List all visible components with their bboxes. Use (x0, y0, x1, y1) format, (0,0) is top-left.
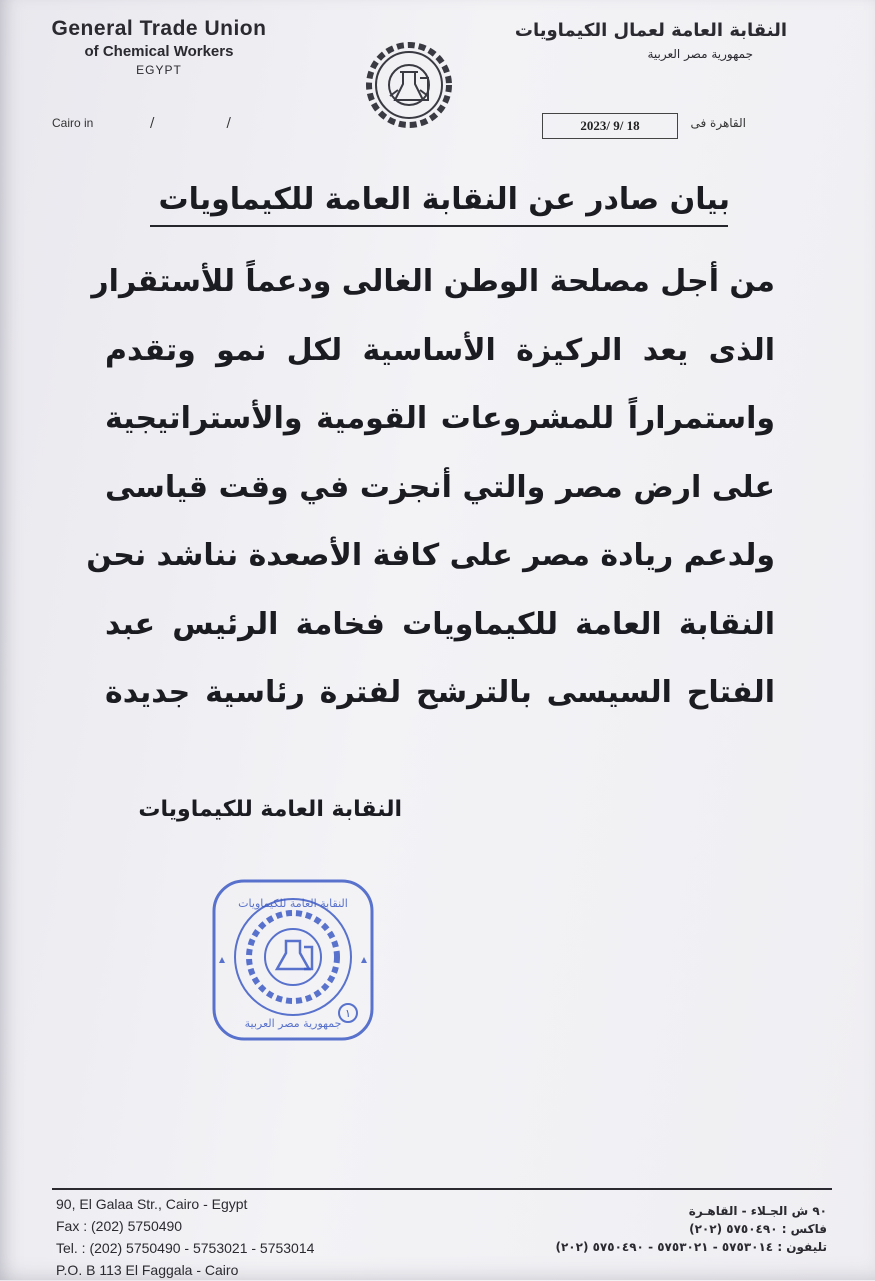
body-line: واستمراراً للمشروعات القومية والأستراتيجية (105, 401, 775, 436)
cairo-in-date-blank: / / (150, 116, 265, 131)
body-line: على ارض مصر والتي أنجزت في وقت قياسى (105, 469, 775, 505)
footer-fax-en: Fax : (202) 5750490 (56, 1218, 183, 1234)
org-name-ar: النقابة العامة لعمال الكيماويات (514, 20, 787, 41)
letterhead-english (24, 16, 294, 78)
date-field: 2023/ 9/ 18 (542, 113, 678, 139)
body-line: ولدعم ريادة مصر على كافة الأصعدة نناشد نحن (86, 538, 775, 573)
org-country-en: EGYPT (136, 63, 182, 77)
org-name-en-line2: of Chemical Workers (84, 43, 234, 60)
footer-divider (52, 1188, 832, 1190)
body-line: النقابة العامة للكيماويات فخامة الرئيس عبد (105, 606, 775, 642)
footer-fax-ar: فاكس : ٥٧٥٠٤٩٠ (٢٠٢) (689, 1222, 827, 1236)
union-stamp (210, 877, 376, 1043)
statement-title: بيان صادر عن النقابة العامة للكيماويات (158, 182, 730, 217)
footer-address-en: 90, El Galaa Str., Cairo - Egypt (56, 1196, 248, 1212)
footer-address-ar: ٩٠ ش الجـلاء - القاهـرة (688, 1204, 827, 1218)
body-line: من أجل مصلحة الوطن الغالى ودعماً للأستقرار (91, 264, 775, 299)
org-name-en-line1: General Trade Union (51, 17, 267, 40)
union-logo-icon (356, 38, 462, 132)
title-underline (150, 225, 728, 227)
body-line: الذى يعد الركيزة الأساسية لكل نمو وتقدم (105, 332, 775, 368)
org-country-ar: جمهورية مصر العربية (647, 47, 753, 61)
stamp-number: ١ (345, 1007, 351, 1020)
footer-arabic (555, 1202, 827, 1256)
footer-english (56, 1193, 314, 1281)
stamp-ring-text: النقابة العامة للكيماويات (238, 897, 348, 910)
letterhead-arabic (487, 18, 787, 64)
footer-tel-en: Tel. : (202) 5750490 - 5753021 - 5753014 (56, 1240, 315, 1256)
cairo-in-label: Cairo in (52, 116, 94, 130)
footer-tel-ar: تليفون : ٥٧٥٣٠١٤ - ٥٧٥٣٠٢١ - ٥٧٥٠٤٩٠ (٢٠٢) (555, 1240, 827, 1254)
body-line: الفتاح السيسى بالترشح لفترة رئاسية جديدة (105, 675, 775, 710)
stamp-bottom-text: جمهورية مصر العربية (244, 1017, 342, 1030)
statement-body (86, 248, 775, 728)
signature: النقابة العامة للكيماويات (138, 797, 402, 822)
date-label-ar: القاهرة فى (690, 116, 746, 130)
footer-po-en: P.O. B 113 El Faggala - Cairo (56, 1262, 239, 1278)
